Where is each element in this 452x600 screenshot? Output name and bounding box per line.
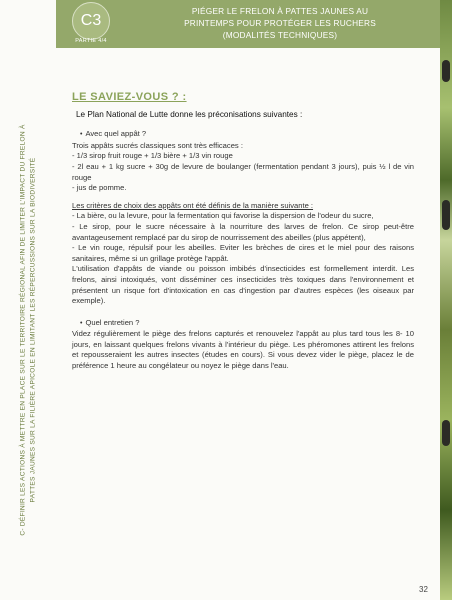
bullet-label: Avec quel appât ?: [85, 129, 147, 139]
photo-strip: [440, 0, 452, 600]
entretien-paragraph: [72, 329, 414, 371]
criteres-heading: Les critères de choix des appâts ont été définis de la manière suivante :: [72, 200, 314, 210]
criteres-line: - La bière, ou la levure, pour la fermentation qui favorise la dispersion de l'odeur du sucre,: [72, 211, 374, 221]
bullet-label: Quel entretien ?: [85, 317, 140, 327]
bullet-appat: [80, 129, 414, 141]
criteres-paragraph: [72, 201, 414, 307]
section-badge: C3: [72, 2, 110, 40]
header-title-line: PIÉGER LE FRELON À PATTES JAUNES AU: [191, 6, 369, 16]
appats-paragraph: [72, 141, 414, 194]
vertical-title-line: C- DÉFINIR LES ACTIONS À METTRE EN PLACE SUR LE TERRITOIRE RÉGIONAL AFIN DE LIMITER L'IMPACT DU FRELON À: [19, 124, 27, 536]
page-number: 32: [419, 585, 428, 594]
photo-detail: [442, 200, 450, 230]
intro-text: Le Plan National de Lutte donne les préconisations suivantes :: [76, 109, 303, 119]
vertical-title-line: PATTES JAUNES SUR LA FILIÈRE APICOLE EN LIMITANT LES RÉPERCUSSIONS SUR LA BIODIVERSITÉ: [29, 157, 36, 503]
criteres-line: - Le vin rouge, répulsif pour les abeilles. Eviter les brèches de cires et le miel pour des raisons sanitaires, même si un grillage protège l'appât.: [72, 243, 414, 263]
appats-line: - jus de pomme.: [72, 183, 127, 193]
photo-detail: [442, 60, 450, 82]
appats-line: - 2l eau + 1 kg sucre + 30g de levure de boulanger (fermentation pendant 3 jours), puis ½ l de vin rouge: [72, 161, 414, 182]
criteres-line: - Le sirop, pour le sucre nécessaire à la nourriture des larves de frelon. Ce sirop peut-être avantageusement remplacé par du sirop de nourrissement des abeilles (plus appétent),: [72, 221, 414, 242]
header-title: [130, 5, 430, 41]
part-label: PARTIE 4/4: [75, 38, 107, 44]
bullet-dot-icon: •: [80, 131, 83, 139]
bullet-dot-icon: •: [80, 319, 83, 327]
bullet-entretien: [80, 318, 414, 330]
main-content: [72, 60, 414, 372]
appats-line: - 1/3 sirop fruit rouge + 1/3 bière + 1/3 vin rouge: [72, 151, 233, 161]
photo-detail: [442, 420, 450, 446]
header-title-line: (MODALITÉS TECHNIQUES): [222, 30, 338, 40]
vertical-section-title: [19, 60, 38, 600]
header-title-line: PRINTEMPS POUR PROTÉGER LES RUCHERS: [184, 18, 376, 28]
criteres-line: L'utilisation d'appâts de viande ou poisson imbibés d'insecticides est formellement interdit. Les frelons, ainsi intoxiqués, vont disséminer ces insecticides très toxiques dans l'environnement et présentent un risque fort d'intoxication en cas d'ingestion par d'autres espèces (les oiseaux par exemple).: [72, 264, 414, 306]
appats-line: Trois appâts sucrés classiques sont très efficaces :: [72, 140, 243, 150]
saviez-vous-heading: LE SAVIEZ-VOUS ? :: [72, 91, 187, 103]
entretien-text: Videz régulièrement le piège des frelons capturés et renouvelez l'appât au plus tard tous les 8- 10 jours, en laissant quelques frelons vivants à l'intérieur du piège. Les phéromones attirent les frelons et repousseraient les autres insectes (études en cours). Si vous devez vider le piège, placez le de préférence 1 heure au congélateur ou noyez le piège dans l'eau.: [72, 329, 414, 371]
